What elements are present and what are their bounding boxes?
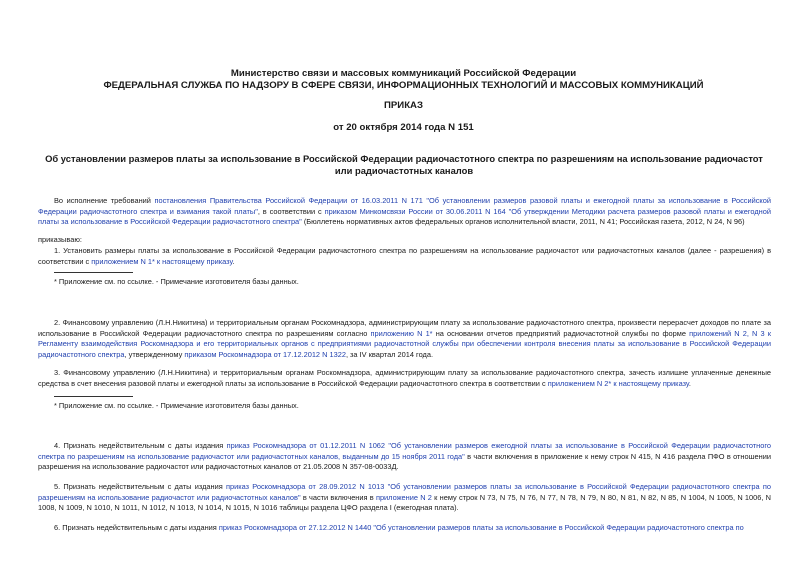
order-word: приказываю:	[38, 235, 82, 244]
link-mincomsvyaz-order-164[interactable]: приказом Минкомсвязи России от 30.06.2011 N 164 "Об утверждении Методики расчета размеров разовой платы и ежегодной платы за использование в Российской Федерации радиочастотного спектра"	[38, 206, 771, 227]
link-order-1013[interactable]: приказ Роскомнадзора от 28.09.2012 N 1013 "Об установлении размеров платы за использование в Российской Федерации радиочастотного спектра по разрешениям на использование радиочастот или радиочастотных каналов"	[38, 482, 771, 502]
footnote-rule	[54, 272, 133, 273]
paragraph-5: 5. Признать недействительным с даты издания приказ Роскомнадзора от 28.09.2012 N 1013 "Об установлении размеров платы за использование в Российской Федерации радиочастотного спектра по разрешениям на использование радиочастот или радиочастотных каналов" в части включения в приложение N 2 к нему строк N 73, N 75, N 76, N 77, N 78, N 79, N 80, N 81, N 82, N 85, N 1004, N 1005, N 1006, N 1008, N 1009, N 1010, N 1011, N 1012, N 1013, N 1014, N 1015, N 1016 таблицы раздела ЦФО раздела I (ежегодная плата).	[38, 482, 771, 513]
service-name: ФЕДЕРАЛЬНАЯ СЛУЖБА ПО НАДЗОРУ В СФЕРЕ СВЯЗИ, ИНФОРМАЦИОННЫХ ТЕХНОЛОГИЙ И МАССОВЫХ КОММУНИКАЦИЙ	[103, 80, 704, 91]
document-date-number: от 20 октября 2014 года N 151	[333, 122, 474, 133]
ministry-name: Министерство связи и массовых коммуникаций Российской Федерации	[230, 68, 577, 79]
footnote-rule-2	[54, 396, 133, 397]
footnote-2: * Приложение см. по ссылке. - Примечание изготовителя базы данных.	[54, 401, 299, 410]
link-order-1062[interactable]: приказ Роскомнадзора от 01.12.2011 N 1062 "Об установлении размеров ежегодной платы за использование в Российской Федерации радиочастотного спектра по разрешениям на использование радиочастот или радиочастотных каналов, выданным до 15 ноября 2011 года"	[38, 441, 771, 461]
link-order-1440[interactable]: приказ Роскомнадзора от 27.12.2012 N 1440 "Об установлении размеров платы за использование в Российской Федерации радиочастотного спектра по	[218, 523, 744, 532]
link-order-1322[interactable]: приказом Роскомнадзора от 17.12.2012 N 1322	[184, 349, 346, 359]
paragraph-6: 6. Признать недействительным с даты издания приказ Роскомнадзора от 27.12.2012 N 1440 "Об установлении размеров платы за использование в Российской Федерации радиочастотного спектра по	[54, 523, 744, 532]
link-appendix-1[interactable]: приложением N 1* к настоящему приказу	[91, 256, 233, 266]
paragraph-1: 1. Установить размеры платы за использование в Российской Федерации радиочастотного спектра по разрешениям на использование радиочастот или радиочастотных каналов (далее - разрешения) в соответствии с приложением N 1* к настоящему приказу.	[38, 246, 771, 266]
paragraph-4: 4. Признать недействительным с даты издания приказ Роскомнадзора от 01.12.2011 N 1062 "Об установлении размеров ежегодной платы за использование в Российской Федерации радиочастотного спектра по разрешениям на использование радиочастот или радиочастотных каналов, выданным до 15 ноября 2011 года" в части включения в приложение к нему строк N 415, N 416 раздела ПФО в отношении разрешения на использование радиочастот или радиочастотных каналов от 21.05.2008 N 357-08-0033Д.	[38, 441, 771, 472]
intro-paragraph: Во исполнение требований постановления Правительства Российской Федерации от 16.03.2011 N 171 "Об установлении размеров разовой платы и ежегодной платы за использование в Российской Федерации радиочастотного спектра и взимания такой платы", в соответствии с приказом Минкомсвязи России от 30.06.2011 N 164 "Об утверждении Методики расчета размеров разовой платы и ежегодной платы за использование в Российской Федерации радиочастотного спектра" (Бюллетень нормативных актов федеральных органов исполнительной власти, 2011, N 41; Российская газета, 2012, N 24, N 96)	[38, 196, 771, 227]
paragraph-2: 2. Финансовому управлению (Л.Н.Никитина) и территориальным органам Роскомнадзора, администрирующим плату за использование радиочастотного спектра, произвести перерасчет доходов по плате за использование в Российской Федерации радиочастотного спектра по разрешениям согласно приложению N 1* на основании отчетов предприятий радиочастотной службы по форме приложений N 2, N 3 к Регламенту взаимодействия Роскомнадзора и его территориальных органов с предприятиями радиочастотной службы при обеспечении контроля внесения платы за использование в Российской Федерации радиочастотного спектра, утвержденному приказом Роскомнадзора от 17.12.2012 N 1322, за IV квартал 2014 года.	[38, 318, 772, 359]
link-government-resolution-171[interactable]: постановления Правительства Российской Федерации от 16.03.2011 N 171 "Об установлении размеров разовой платы и ежегодной платы за использование в Российской Федерации радиочастотного спектра и взимания такой платы"	[38, 196, 771, 216]
link-reglament-appendices[interactable]: приложений N 2, N 3 к Регламенту взаимодействия Роскомнадзора и его территориальных органов с предприятиями радиочастотной службы при обеспечении контроля внесения платы за использование в Российской Федерации радиочастотного спектра	[38, 328, 772, 359]
link-appendix-2[interactable]: приложением N 2* к настоящему приказу	[547, 378, 689, 388]
link-order-1013-appendix-2[interactable]: приложение N 2	[375, 492, 432, 502]
link-appendix-1-p2[interactable]: приложению N 1*	[370, 328, 433, 338]
document-type: ПРИКАЗ	[384, 100, 423, 111]
document-title: Об установлении размеров платы за использование в Российской Федерации радиочастотного спектра по разрешениям на использование радиочастот или радиочастотных каналов	[45, 153, 763, 177]
footnote-1: * Приложение см. по ссылке. - Примечание изготовителя базы данных.	[54, 277, 299, 286]
paragraph-3: 3. Финансовому управлению (Л.Н.Никитина) и территориальным органам Роскомнадзора, администрирующим плату за использование радиочастотного спектра, зачесть излишне уплаченные денежные средства в счет внесения разовой платы и ежегодной платы за использование в Российской Федерации радиочастотного спектра в соответствии с приложением N 2* к настоящему приказу.	[38, 368, 771, 388]
